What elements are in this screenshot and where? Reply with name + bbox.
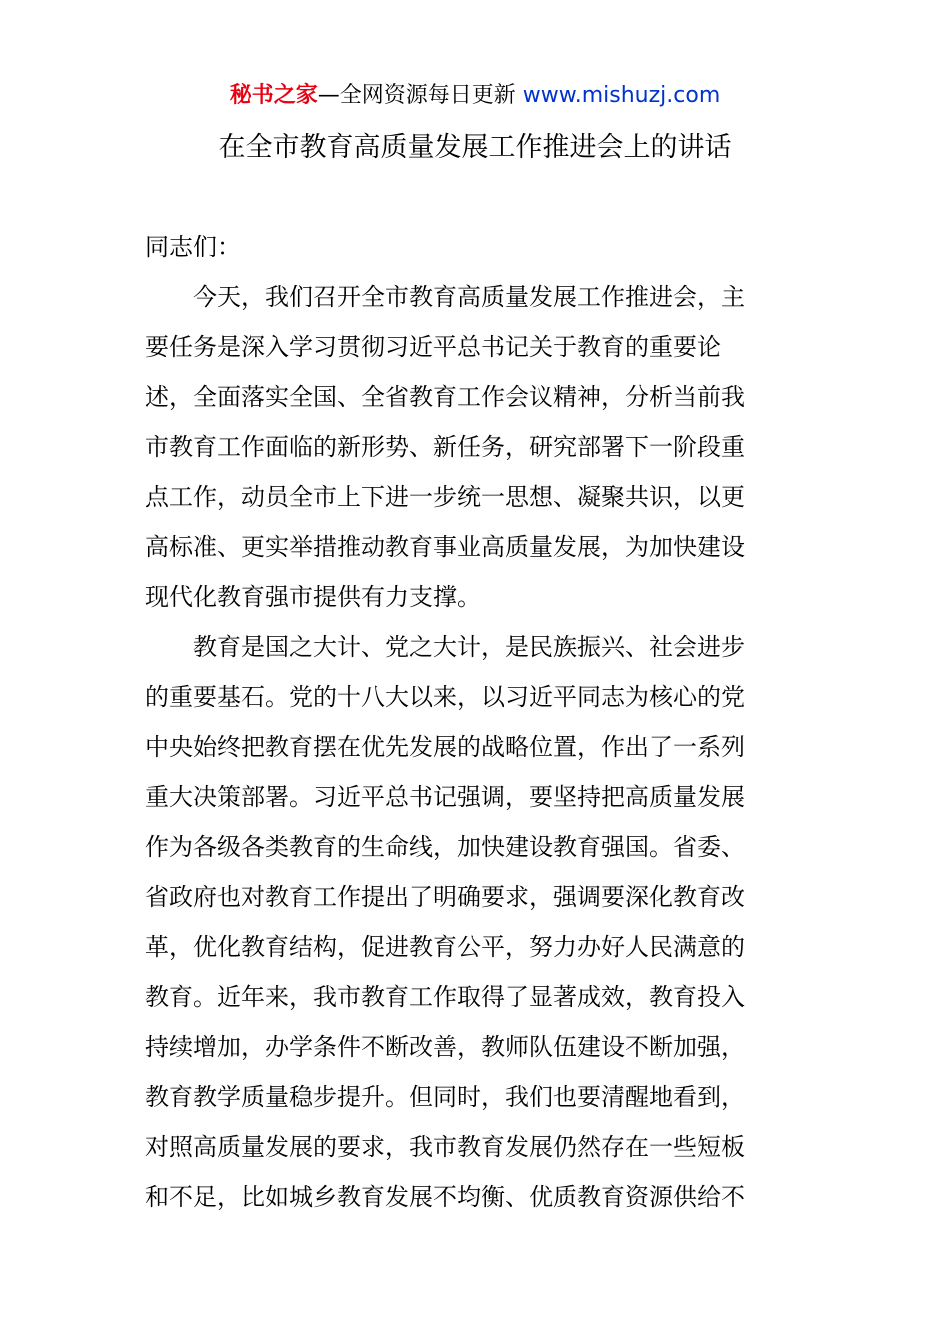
paragraph-2-line-10: 教育教学质量稳步提升。但同时，我们也要清醒地看到， — [145, 1083, 745, 1111]
paragraph-2-line-9: 持续增加，办学条件不断改善，教师队伍建设不断加强， — [145, 1033, 745, 1061]
site-header — [0, 80, 950, 112]
paragraph-1-line-7: 现代化教育强市提供有力支撑。 — [145, 583, 481, 611]
paragraph-2-line-2: 的重要基石。党的十八大以来，以习近平同志为核心的党 — [145, 683, 745, 711]
site-brand: 秘书之家 — [229, 83, 318, 108]
paragraph-2-line-11: 对照高质量发展的要求，我市教育发展仍然存在一些短板 — [145, 1133, 745, 1161]
paragraph-2-line-5: 作为各级各类教育的生命线，加快建设教育强国。省委、 — [145, 833, 745, 861]
paragraph-2-line-3: 中央始终把教育摆在优先发展的战略位置，作出了一系列 — [145, 733, 745, 761]
paragraph-2-line-12: 和不足，比如城乡教育发展不均衡、优质教育资源供给不 — [145, 1183, 745, 1211]
document-title: 在全市教育高质量发展工作推进会上的讲话 — [218, 132, 732, 163]
paragraph-1-line-4: 市教育工作面临的新形势、新任务，研究部署下一阶段重 — [145, 433, 745, 461]
salutation: 同志们： — [145, 233, 241, 261]
paragraph-2-line-6: 省政府也对教育工作提出了明确要求，强调要深化教育改 — [145, 883, 745, 911]
paragraph-1-line-5: 点工作，动员全市上下进一步统一思想、凝聚共识，以更 — [145, 483, 745, 511]
site-url-link[interactable]: www.mishuzj.com — [522, 83, 721, 108]
paragraph-1-line-3: 述，全面落实全国、全省教育工作会议精神，分析当前我 — [145, 383, 745, 411]
site-tagline: —全网资源每日更新 — [317, 83, 523, 108]
paragraph-2-line-4: 重大决策部署。习近平总书记强调，要坚持把高质量发展 — [145, 783, 745, 811]
paragraph-2-line-7: 革，优化教育结构，促进教育公平，努力办好人民满意的 — [145, 933, 745, 961]
paragraph-1-line-2: 要任务是深入学习贯彻习近平总书记关于教育的重要论 — [145, 333, 721, 361]
paragraph-1-line-1: 今天，我们召开全市教育高质量发展工作推进会，主 — [193, 283, 745, 311]
paragraph-2-line-8: 教育。近年来，我市教育工作取得了显著成效，教育投入 — [145, 983, 745, 1011]
paragraph-2-line-1: 教育是国之大计、党之大计，是民族振兴、社会进步 — [193, 633, 745, 661]
paragraph-1-line-6: 高标准、更实举措推动教育事业高质量发展，为加快建设 — [145, 533, 745, 561]
